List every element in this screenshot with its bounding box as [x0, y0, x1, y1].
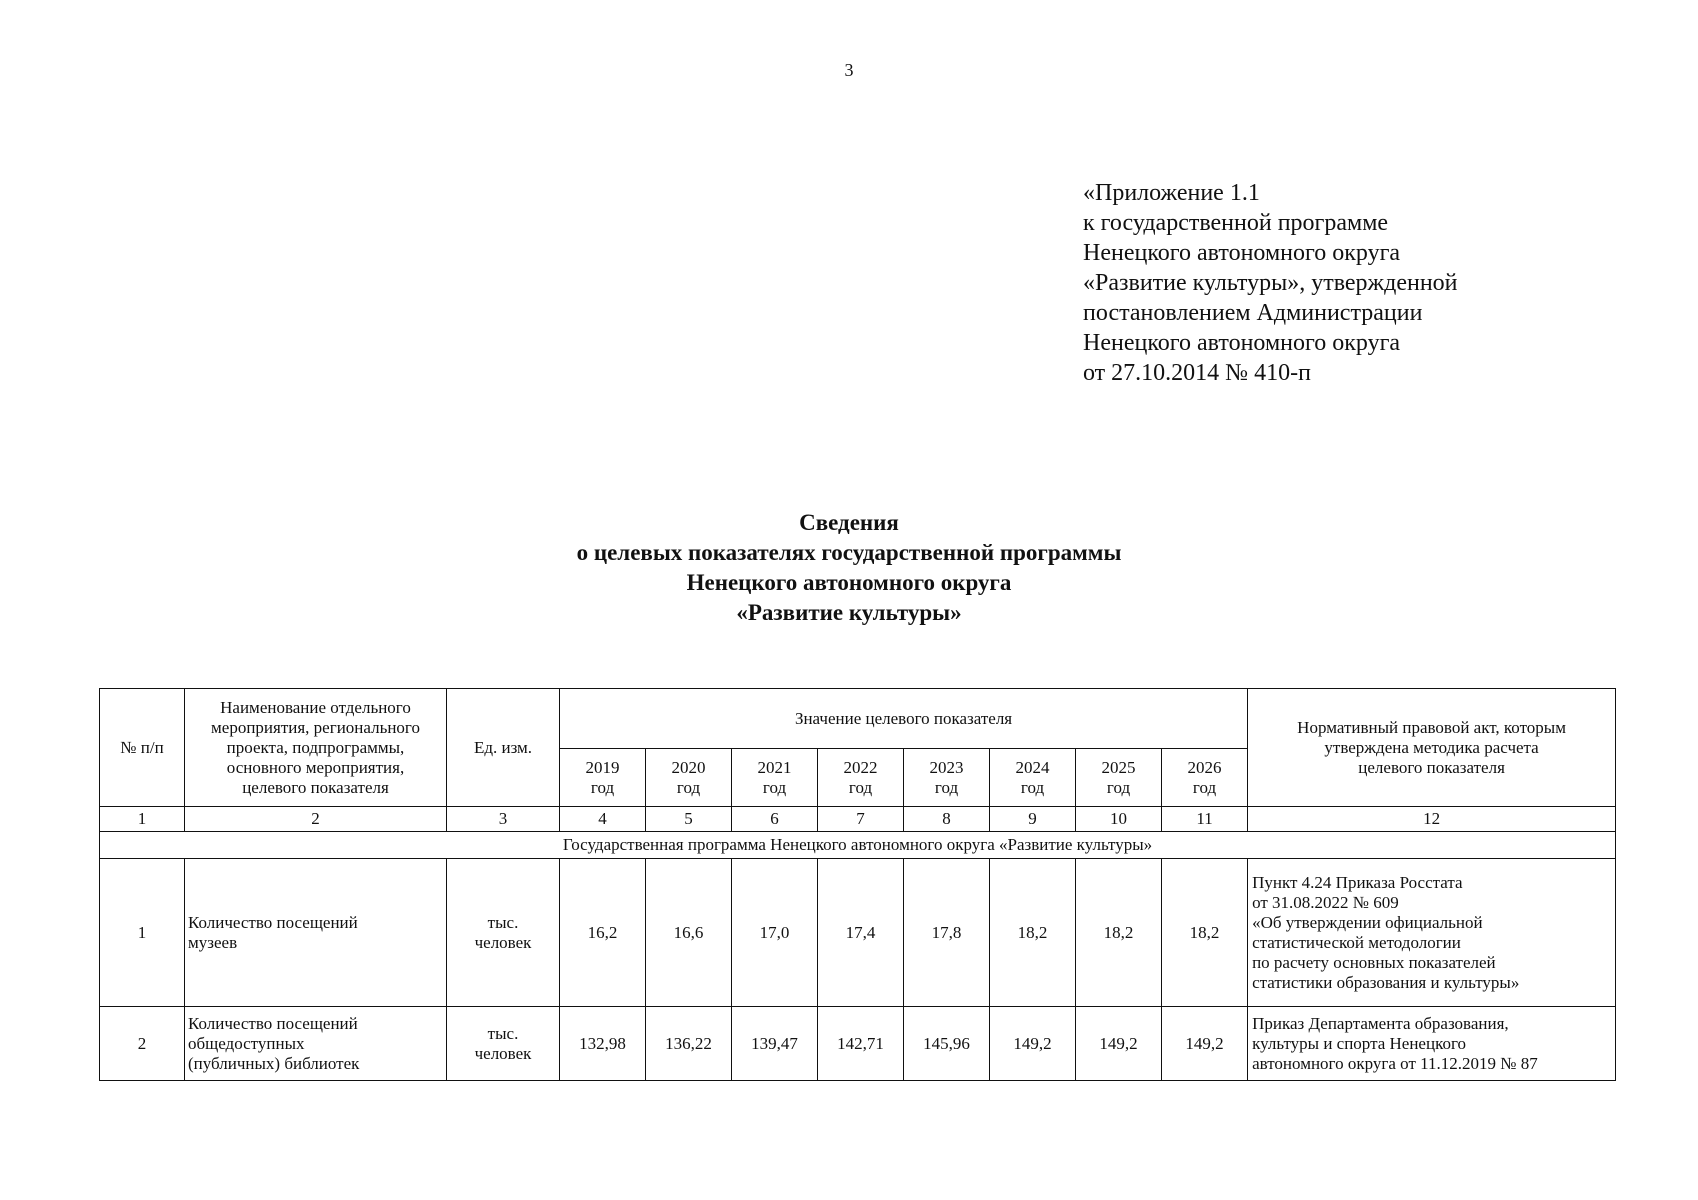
header-name-line: основного мероприятия,: [226, 757, 405, 777]
header-year: [1162, 749, 1248, 807]
header-values-group: Значение целевого показателя: [560, 689, 1248, 749]
header-year: [990, 749, 1076, 807]
title-line: Сведения: [799, 510, 899, 535]
header-act: [1248, 689, 1616, 807]
row-value: 139,47: [732, 1007, 818, 1081]
header-name-line: проекта, подпрограммы,: [226, 737, 405, 757]
header-act-line: Нормативный правовой акт, которым: [1297, 717, 1566, 737]
row-act-line: статистической методологии: [1252, 932, 1461, 952]
column-number: 1: [100, 807, 185, 832]
header-unit: Ед. изм.: [447, 689, 560, 807]
header-year: [1076, 749, 1162, 807]
row-name: [185, 1007, 447, 1081]
header-row: [100, 689, 1616, 749]
year-label: 2022: [843, 757, 878, 777]
row-value: 17,0: [732, 859, 818, 1007]
appendix-line: Ненецкого автономного округа: [1083, 330, 1401, 356]
page-number: 3: [844, 60, 854, 80]
row-name-line: Количество посещений: [188, 1013, 358, 1033]
row-act-line: по расчету основных показателей: [1252, 952, 1496, 972]
row-unit-line: тыс.: [487, 1023, 519, 1043]
row-unit-line: тыс.: [487, 912, 519, 932]
row-name-line: музеев: [188, 932, 238, 952]
year-label: 2019: [585, 757, 620, 777]
year-suffix: год: [1192, 777, 1217, 797]
column-number: 7: [818, 807, 904, 832]
row-num: 1: [100, 859, 185, 1007]
row-name-line: общедоступных: [188, 1033, 305, 1053]
row-value: 142,71: [818, 1007, 904, 1081]
year-label: 2026: [1187, 757, 1222, 777]
row-name-line: (публичных) библиотек: [188, 1053, 360, 1073]
column-number: 3: [447, 807, 560, 832]
column-number: 5: [646, 807, 732, 832]
year-suffix: год: [762, 777, 787, 797]
row-act-line: «Об утверждении официальной: [1252, 912, 1483, 932]
appendix-note: [1083, 178, 1458, 388]
header-name: [185, 689, 447, 807]
row-unit-line: человек: [474, 1043, 532, 1063]
column-number: 12: [1248, 807, 1616, 832]
column-number: 6: [732, 807, 818, 832]
row-value: 16,6: [646, 859, 732, 1007]
header-year: [904, 749, 990, 807]
header-name-line: Наименование отдельного: [220, 697, 411, 717]
column-number: 11: [1162, 807, 1248, 832]
column-number: 8: [904, 807, 990, 832]
row-unit: [447, 1007, 560, 1081]
row-value: 149,2: [1076, 1007, 1162, 1081]
header-act-line: целевого показателя: [1358, 757, 1505, 777]
row-unit-line: человек: [474, 932, 532, 952]
year-label: 2020: [671, 757, 706, 777]
row-num: 2: [100, 1007, 185, 1081]
header-year: [732, 749, 818, 807]
title-line: «Развитие культуры»: [736, 600, 962, 625]
appendix-line: «Развитие культуры», утвержденной: [1083, 270, 1458, 296]
row-value: 132,98: [560, 1007, 646, 1081]
year-suffix: год: [590, 777, 615, 797]
row-act-line: культуры и спорта Ненецкого: [1252, 1033, 1467, 1053]
row-value: 17,4: [818, 859, 904, 1007]
row-act-line: от 31.08.2022 № 609: [1252, 892, 1399, 912]
row-value: 136,22: [646, 1007, 732, 1081]
year-suffix: год: [1106, 777, 1131, 797]
row-name-line: Количество посещений: [188, 912, 358, 932]
header-year: [646, 749, 732, 807]
table-row: [100, 1007, 1616, 1081]
header-year: [560, 749, 646, 807]
column-number: 9: [990, 807, 1076, 832]
appendix-line: «Приложение 1.1: [1083, 180, 1260, 206]
row-act-line: Пункт 4.24 Приказа Росстата: [1252, 872, 1463, 892]
row-value: 18,2: [1076, 859, 1162, 1007]
document-title: [0, 508, 1698, 628]
row-act-line: Приказ Департамента образования,: [1252, 1013, 1509, 1033]
indicators-table: [99, 688, 1616, 1081]
header-year: [818, 749, 904, 807]
year-suffix: год: [934, 777, 959, 797]
appendix-line: от 27.10.2014 № 410-п: [1083, 360, 1311, 386]
year-label: 2021: [757, 757, 792, 777]
year-label: 2023: [929, 757, 964, 777]
row-name: [185, 859, 447, 1007]
row-act: [1248, 859, 1616, 1007]
row-value: 145,96: [904, 1007, 990, 1081]
column-number: 10: [1076, 807, 1162, 832]
row-value: 149,2: [1162, 1007, 1248, 1081]
section-row: [100, 832, 1616, 859]
column-numbers-row: [100, 807, 1616, 832]
title-line: Ненецкого автономного округа: [686, 570, 1012, 595]
row-value: 16,2: [560, 859, 646, 1007]
row-act-line: автономного округа от 11.12.2019 № 87: [1252, 1053, 1538, 1073]
year-label: 2024: [1015, 757, 1050, 777]
row-value: 149,2: [990, 1007, 1076, 1081]
appendix-line: постановлением Администрации: [1083, 300, 1423, 326]
year-suffix: год: [676, 777, 701, 797]
year-suffix: год: [848, 777, 873, 797]
column-number: 4: [560, 807, 646, 832]
appendix-line: к государственной программе: [1083, 210, 1389, 236]
title-line: о целевых показателях государственной программы: [576, 540, 1122, 565]
row-unit: [447, 859, 560, 1007]
row-value: 17,8: [904, 859, 990, 1007]
row-act: [1248, 1007, 1616, 1081]
row-value: 18,2: [1162, 859, 1248, 1007]
year-suffix: год: [1020, 777, 1045, 797]
row-act-line: статистики образования и культуры»: [1252, 972, 1520, 992]
header-name-line: мероприятия, регионального: [211, 717, 420, 737]
appendix-line: Ненецкого автономного округа: [1083, 240, 1401, 266]
row-value: 18,2: [990, 859, 1076, 1007]
header-name-line: целевого показателя: [242, 777, 389, 797]
header-act-line: утверждена методика расчета: [1324, 737, 1539, 757]
year-label: 2025: [1101, 757, 1136, 777]
section-title: Государственная программа Ненецкого автономного округа «Развитие культуры»: [100, 832, 1616, 859]
table-row: [100, 859, 1616, 1007]
column-number: 2: [185, 807, 447, 832]
header-num: № п/п: [100, 689, 185, 807]
